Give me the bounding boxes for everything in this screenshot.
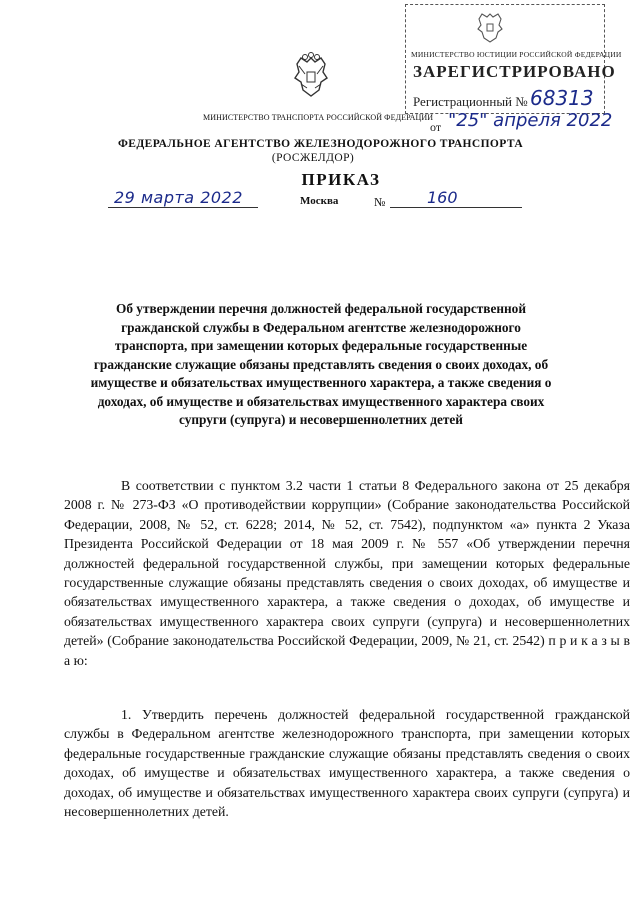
stamp-registered-label: ЗАРЕГИСТРИРОВАНО [413, 62, 616, 81]
stamp-emblem-icon [475, 10, 505, 44]
stamp-ministry: МИНИСТЕРСТВО ЮСТИЦИИ РОССИЙСКОЙ ФЕДЕРАЦИИ [411, 50, 622, 59]
coat-of-arms-icon [291, 52, 331, 100]
paragraph-text: 1. Утвердить перечень должностей федеральной государственной гражданской службы в Федеральном агентстве железнодорожного транспорта, при замещении которых федеральные государственные гражданские служащие обязаны представлять сведения о своих доходах, об имуществе и обязательствах имущественного характера, а также сведения о доходах, об имуществе и обязательствах имущественного характера своих супруги (супруга) и несовершеннолетних детей. [64, 707, 630, 820]
order-heading: Об утверждении перечня должностей федеральной государственной гражданской службы в Федеральном агентстве железнодорожного транспорта, при замещении которых федеральные государственные гражданские служащие обязаны представлять сведения о своих доходах, об имуществе и обязательствах имущественного характера, а также сведения о доходах, об имуществе и обязательствах имущественного характера своих супруги (супруга) и несовершеннолетних детей [90, 301, 552, 427]
order-date: 29 марта 2022 [114, 188, 243, 207]
agency-name: ФЕДЕРАЛЬНОЕ АГЕНТСТВО ЖЕЛЕЗНОДОРОЖНОГО ТРАНСПОРТА [118, 138, 524, 150]
stamp-date-label: от [430, 120, 442, 134]
order-city: Москва [300, 195, 339, 207]
paragraph-text: В соответствии с пунктом 3.2 части 1 статьи 8 Федерального закона от 25 декабря 2008 г. № 273-ФЗ «О противодействии коррупции» (Собрание законодательства Российской Федерации, 2008, № 52, ст. 6228; 2014, № 52, ст. 7542), подпунктом «а» пункта 2 Указа Президента Российской Федерации от 18 мая 2009 г. № 557 «Об утверждении перечня должностей федеральной государственной службы, при замещении которых федеральные государственные служащие обязаны представлять сведения о своих доходах, об имуществе и обязательствах имущественного характера, а также сведения о доходах, об имуществе и обязательствах имущественного характера своих супруги (супруга) и несовершеннолетних детей» (Собрание законодательства Российской Федерации, 2009, № 21, ст. 2542) п р и к а з ы в а ю: [64, 478, 630, 668]
document-title: ПРИКАЗ [301, 170, 381, 189]
clause-1-paragraph [64, 705, 630, 821]
order-number: 160 [427, 188, 458, 207]
number-underline [390, 207, 522, 208]
stamp-reg-number: 68313 [530, 86, 594, 110]
order-number-label: № [374, 195, 386, 209]
stamp-date: "25" апреля 2022 [448, 110, 613, 131]
agency-abbreviation: (РОСЖЕЛДОР) [271, 152, 355, 164]
stamp-reg-number-label: Регистрационный № [413, 94, 528, 109]
preamble-paragraph [64, 476, 630, 670]
date-underline [108, 207, 258, 208]
ministry-name: МИНИСТЕРСТВО ТРАНСПОРТА РОССИЙСКОЙ ФЕДЕРАЦИИ [203, 113, 434, 122]
